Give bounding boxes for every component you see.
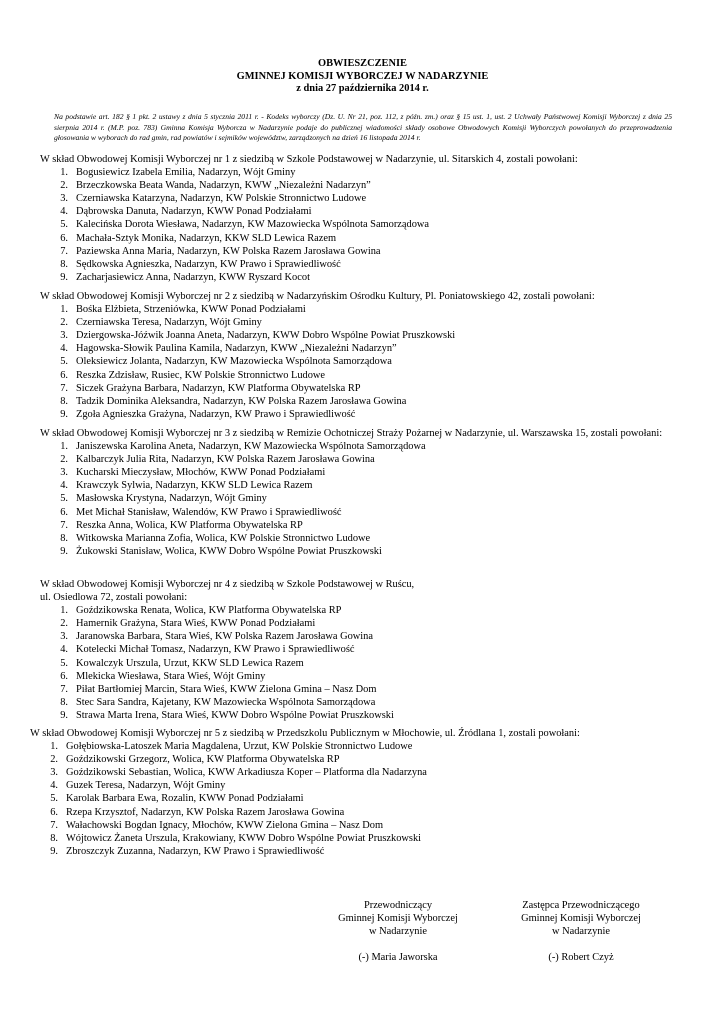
list-item: 2. Brzeczkowska Beata Wanda, Nadarzyn, KWW „Niezależni Nadarzyn” <box>60 180 371 192</box>
list-item: 3. Goździkowski Sebastian, Wolica, KWW Arkadiusza Koper – Platforma dla Nadarzyna <box>50 767 427 779</box>
list-item: 1. Bośka Elżbieta, Strzeniówka, KWW Ponad Podziałami <box>60 304 306 316</box>
commission-section-4 <box>40 578 680 722</box>
list-item: 6. Met Michał Stanisław, Walendów, KW Prawo i Sprawiedliwość <box>60 506 342 518</box>
list-item: 6. Rzepa Krzysztof, Nadarzyn, KW Polska Razem Jarosława Gowina <box>50 806 345 818</box>
list-item: 9. Zgoła Agnieszka Grażyna, Nadarzyn, KW Prawo i Sprawiedliwość <box>60 408 356 420</box>
list-item: 6. Machała-Sztyk Monika, Nadarzyn, KKW SLD Lewica Razem <box>60 232 337 244</box>
list-item: 8. Tadzik Dominika Aleksandra, Nadarzyn, KW Polska Razem Jarosława Gowina <box>60 395 407 407</box>
member-list <box>40 604 680 722</box>
signature-location: w Nadarzynie <box>369 926 427 938</box>
list-item: 8. Witkowska Marianna Zofia, Wolica, KW Polskie Stronnictwo Ludowe <box>60 532 371 544</box>
section-heading: W skład Obwodowej Komisji Wyborczej nr 1 z siedzibą w Szkole Podstawowej w Nadarzynie, ul. Sitarskich 4, zostali powołani: <box>40 154 578 165</box>
list-item: 2. Czerniawska Teresa, Nadarzyn, Wójt Gminy <box>60 317 262 329</box>
list-item: 6. Reszka Zdzisław, Rusiec, KW Polskie Stronnictwo Ludowe <box>60 369 326 381</box>
member-list <box>40 166 680 284</box>
list-item: 7. Wałachowski Bogdan Ignacy, Młochów, KWW Zielona Gmina – Nasz Dom <box>50 819 384 831</box>
signature-body: Gminnej Komisji Wyborczej <box>338 913 458 925</box>
list-item: 5. Oleksiewicz Jolanta, Nadarzyn, KW Mazowiecka Wspólnota Samorządowa <box>60 356 392 368</box>
announcement-header <box>0 58 725 96</box>
list-item: 1. Bogusiewicz Izabela Emilia, Nadarzyn, Wójt Gminy <box>60 167 296 179</box>
signature-location: w Nadarzynie <box>552 926 610 938</box>
section-heading: W skład Obwodowej Komisji Wyborczej nr 2 z siedzibą w Nadarzyńskim Ośrodku Kultury, Pl. Poniatowskiego 42, zostali powołani: <box>40 291 595 302</box>
section-heading: W skład Obwodowej Komisji Wyborczej nr 4 z siedzibą w Szkole Podstawowej w Ruścu, <box>40 579 415 590</box>
list-item: 5. Masłowska Krystyna, Nadarzyn, Wójt Gminy <box>60 493 267 505</box>
list-item: 4. Krawczyk Sylwia, Nadarzyn, KKW SLD Lewica Razem <box>60 480 313 492</box>
commission-section-5 <box>30 727 680 858</box>
list-item: 8. Sędkowska Agnieszka, Nadarzyn, KW Prawo i Sprawiedliwość <box>60 258 341 270</box>
list-item: 2. Goździkowski Grzegorz, Wolica, KW Platforma Obywatelska RP <box>50 754 340 766</box>
list-item: 3. Jaranowska Barbara, Stara Wieś, KW Polska Razem Jarosława Gowina <box>60 631 373 643</box>
deputy-chairman-signature-block <box>496 899 666 964</box>
list-item: 7. Piłat Bartłomiej Marcin, Stara Wieś, KWW Zielona Gmina – Nasz Dom <box>60 683 377 695</box>
member-list <box>30 740 680 858</box>
list-item: 7. Reszka Anna, Wolica, KW Platforma Obywatelska RP <box>60 519 303 531</box>
chairman-signature-block <box>313 899 483 964</box>
signature-name: (-) Robert Czyż <box>548 952 614 964</box>
signature-role: Zastępca Przewodniczącego <box>522 900 640 911</box>
list-item: 7. Siczek Grażyna Barbara, Nadarzyn, KW Platforma Obywatelska RP <box>60 382 361 394</box>
announcement-title: OBWIESZCZENIE <box>318 58 407 69</box>
list-item: 1. Gołębiowska-Latoszek Maria Magdalena, Urzut, KW Polskie Stronnictwo Ludowe <box>50 741 413 753</box>
list-item: 3. Dziergowska-Jóźwik Joanna Aneta, Nadarzyn, KWW Dobro Wspólne Powiat Pruszkowski <box>60 330 456 342</box>
list-item: 4. Guzek Teresa, Nadarzyn, Wójt Gminy <box>50 780 226 792</box>
list-item: 1. Janiszewska Karolina Aneta, Nadarzyn, KW Mazowiecka Wspólnota Samorządowa <box>60 441 426 453</box>
legal-basis-paragraph: Na podstawie art. 182 § 1 pkt. 2 ustawy z dnia 5 stycznia 2011 r. - Kodeks wyborczy (Dz. U. Nr 21, poz. 112, z późn. zm.) oraz § 15 ust. 1, ust. 2 Uchwały Państwowej Komisji Wyborczej z dnia 25 sierpnia 2014 r. (M.P. poz. 783) Gminna Komisja Wyborcza w Nadarzynie podaje do publicznej wiadomości składy osobowe Obwodowych Komisji Wyborczych powołanych do przeprowadzenia głosowania w wyborach do rad gmin, rad powiatów i sejmików województw, zarządzonych na dzień 16 listopada 2014 r. <box>54 112 672 142</box>
list-item: 9. Zbroszczyk Zuzanna, Nadarzyn, KW Prawo i Sprawiedliwość <box>50 845 325 857</box>
list-item: 5. Kowalczyk Urszula, Urzut, KKW SLD Lewica Razem <box>60 657 304 669</box>
list-item: 9. Zacharjasiewicz Anna, Nadarzyn, KWW Ryszard Kocot <box>60 271 310 283</box>
section-heading: W skład Obwodowej Komisji Wyborczej nr 3 z siedzibą w Remizie Ochotniczej Straży Pożarnej w Nadarzynie, ul. Warszawska 15, zostali powołani: <box>40 428 663 439</box>
list-item: 2. Hamernik Grażyna, Stara Wieś, KWW Ponad Podziałami <box>60 618 316 630</box>
section-heading-continuation: ul. Osiedlowa 72, zostali powołani: <box>40 592 188 604</box>
list-item: 4. Hagowska-Słowik Paulina Kamila, Nadarzyn, KWW „Niezależni Nadarzyn” <box>60 343 397 355</box>
list-item: 9. Żukowski Stanisław, Wolica, KWW Dobro Wspólne Powiat Pruszkowski <box>60 545 382 557</box>
commission-section-1 <box>40 153 680 284</box>
list-item: 7. Paziewska Anna Maria, Nadarzyn, KW Polska Razem Jarosława Gowina <box>60 245 381 257</box>
signature-body: Gminnej Komisji Wyborczej <box>521 913 641 925</box>
list-item: 5. Karolak Barbara Ewa, Rozalin, KWW Ponad Podziałami <box>50 793 304 805</box>
commission-section-3 <box>40 427 680 558</box>
list-item: 3. Kucharski Mieczysław, Młochów, KWW Ponad Podziałami <box>60 467 326 479</box>
list-item: 4. Dąbrowska Danuta, Nadarzyn, KWW Ponad Podziałami <box>60 206 312 218</box>
list-item: 8. Stec Sara Sandra, Kajetany, KW Mazowiecka Wspólnota Samorządowa <box>60 696 376 708</box>
section-heading: W skład Obwodowej Komisji Wyborczej nr 5 z siedzibą w Przedszkolu Publicznym w Młochowie, ul. Źródlana 1, zostali powołani: <box>30 728 580 739</box>
member-list <box>40 440 680 558</box>
list-item: 9. Strawa Marta Irena, Stara Wieś, KWW Dobro Wspólne Powiat Pruszkowski <box>60 709 394 721</box>
list-item: 2. Kalbarczyk Julia Rita, Nadarzyn, KW Polska Razem Jarosława Gowina <box>60 454 375 466</box>
list-item: 3. Czerniawska Katarzyna, Nadarzyn, KW Polskie Stronnictwo Ludowe <box>60 193 367 205</box>
commission-name: GMINNEJ KOMISJI WYBORCZEJ W NADARZYNIE <box>236 70 489 82</box>
list-item: 8. Wójtowicz Żaneta Urszula, Krakowiany, KWW Dobro Wspólne Powiat Pruszkowski <box>50 832 422 844</box>
commission-section-2 <box>40 290 680 421</box>
list-item: 5. Kalecińska Dorota Wiesława, Nadarzyn, KW Mazowiecka Wspólnota Samorządowa <box>60 219 430 231</box>
signature-role: Przewodniczący <box>363 900 433 911</box>
list-item: 1. Goździkowska Renata, Wolica, KW Platforma Obywatelska RP <box>60 605 342 617</box>
signature-name: (-) Maria Jaworska <box>358 952 438 964</box>
list-item: 4. Kotelecki Michał Tomasz, Nadarzyn, KW Prawo i Sprawiedliwość <box>60 644 355 656</box>
list-item: 6. Mlekicka Wiesława, Stara Wieś, Wójt Gminy <box>60 670 266 682</box>
announcement-date: z dnia 27 października 2014 r. <box>296 83 429 94</box>
member-list <box>40 303 680 421</box>
